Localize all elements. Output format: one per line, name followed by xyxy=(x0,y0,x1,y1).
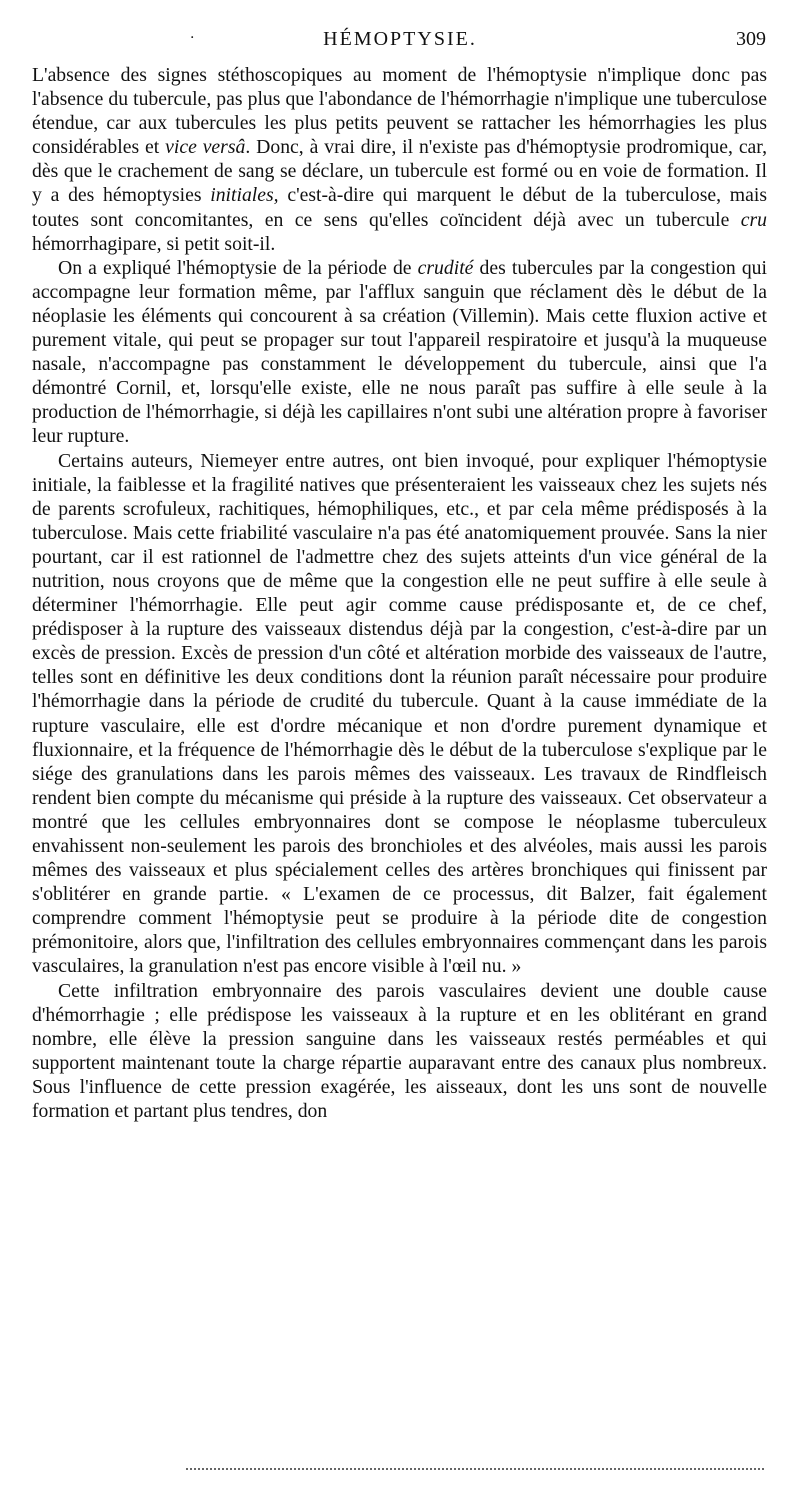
paragraph xyxy=(32,256,767,449)
header-marker: · xyxy=(190,30,195,46)
italic-phrase: crudité xyxy=(417,256,474,279)
text-run: c'est-à-dire qui marquent le début de la tuberculose, mais toutes sont concomitantes, en ce sens qu'elles coïncident déjà avec un tubercule xyxy=(32,184,767,231)
running-header xyxy=(0,28,800,56)
paragraph xyxy=(32,979,767,1124)
text-run: L'absence des signes stéthoscopiques au moment de l'hémoptysie n'implique donc pas l'absence du tubercule, pas plus que l'abondance de l'hémorrhagie n'implique une tuberculose étendue, car aux tubercules les plus petits peuvent se rattacher les hémorrhagies les plus considérables et xyxy=(32,64,767,159)
running-title: HÉMOPTYSIE. xyxy=(323,28,477,50)
bottom-rule xyxy=(186,1468,764,1470)
paragraph xyxy=(32,449,767,979)
italic-phrase: initiales, xyxy=(210,184,279,207)
text-run: Cette infiltration embryonnaire des parois vasculaires devient une double cause d'hémorrhagie ; elle prédispose les vaisseaux à la rupture et en les oblitérant en grand nombre, elle élève la pression sanguine dans les vaisseaux restés perméables et qui supportent maintenant toute la charge répartie auparavant entre des canaux plus nombreux. Sous l'influence de cette pression exagérée, les aisseaux, dont les uns sont de nouvelle formation et partant plus tendres, don xyxy=(32,979,767,1123)
body-text xyxy=(32,63,767,1123)
page-number: 309 xyxy=(736,28,766,50)
text-run: Certains auteurs, Niemeyer entre autres, ont bien invoqué, pour expliquer l'hémoptysie initiale, la faiblesse et la fragilité natives que présenteraient les vaisseaux chez les sujets nés de parents scrofuleux, rachitiques, hémophiliques, etc., et par cela même prédisposés à la tuberculose. Mais cette friabilité vasculaire n'a pas été anatomiquement prouvée. Sans la nier pourtant, car il est rationnel de l'admettre chez des sujets atteints d'un vice général de la nutrition, nous croyons que de même que la congestion elle ne peut suffire à elle seule à déterminer l'hémorrhagie. Elle peut agir comme cause prédisposante et, de ce chef, prédisposer à la rupture des vaisseaux distendus déjà par la congestion, c'est-à-dire par un excès de pression. Excès de pression d'un côté et altération morbide des vaisseaux de l'autre, telles sont en définitive les deux conditions dont la réunion paraît nécessaire pour produire l'hémorrhagie dans la période de crudité du tubercule. Quant à la cause immédiate de la rupture vasculaire, elle est d'ordre mécanique et non d'ordre purement dynamique et fluxionnaire, et la fréquence de l'hémorrhagie dès le début de la tuberculose s'explique par le siége des granulations dans les parois mêmes des vaisseaux. Les travaux de Rindfleisch rendent bien compte du mécanisme qui préside à la rupture des vaisseaux. Cet observateur a montré que les cellules embryonnaires dont se compose le néoplasme tuberculeux envahissent non-seulement les parois des bronchioles et des alvéoles, mais aussi les parois mêmes des vaisseaux et plus spécialement celles des artères bronchiques qui finissent par s'oblitérer en grande partie. « L'examen de ce processus, dit Balzer, fait également comprendre comment l'hémoptysie peut se produire à la période dite de congestion prémonitoire, alors que, l'infiltration des cellules embryonnaires commençant dans les parois vasculaires, la granulation n'est pas encore visible à l'œil nu. » xyxy=(32,449,767,978)
paragraph xyxy=(32,63,767,256)
italic-phrase: vice versâ xyxy=(165,136,246,159)
text-run: On a expliqué l'hémoptysie de la période de xyxy=(58,256,418,279)
italic-phrase: cru xyxy=(740,208,767,231)
text-run: hémorrhagipare, si petit soit-il. xyxy=(32,232,276,255)
text-run: des tubercules par la congestion qui accompagne leur formation même, par l'afflux sanguin que réclament dès le début de la néoplasie les éléments qui concourent à sa création (Villemin). Mais cette fluxion active et purement vitale, qui peut se propager sur tout l'appareil respiratoire et jusqu'à la muqueuse nasale, n'accompagne pas constamment le développement du tubercule, ainsi que l'a démontré Cornil, et, lorsqu'elle existe, elle ne nous paraît pas suffire à elle seule à la production de l'hémorrhagie, si déjà les capillaires n'ont subi une altération propre à favoriser leur rupture. xyxy=(32,256,767,448)
text-run: . Donc, à vrai dire, il n'existe pas d'hémoptysie prodromique, car, dès que le crachement de sang se déclare, un tubercule est formé ou en voie de formation. Il y a des hémoptysies xyxy=(32,136,767,207)
